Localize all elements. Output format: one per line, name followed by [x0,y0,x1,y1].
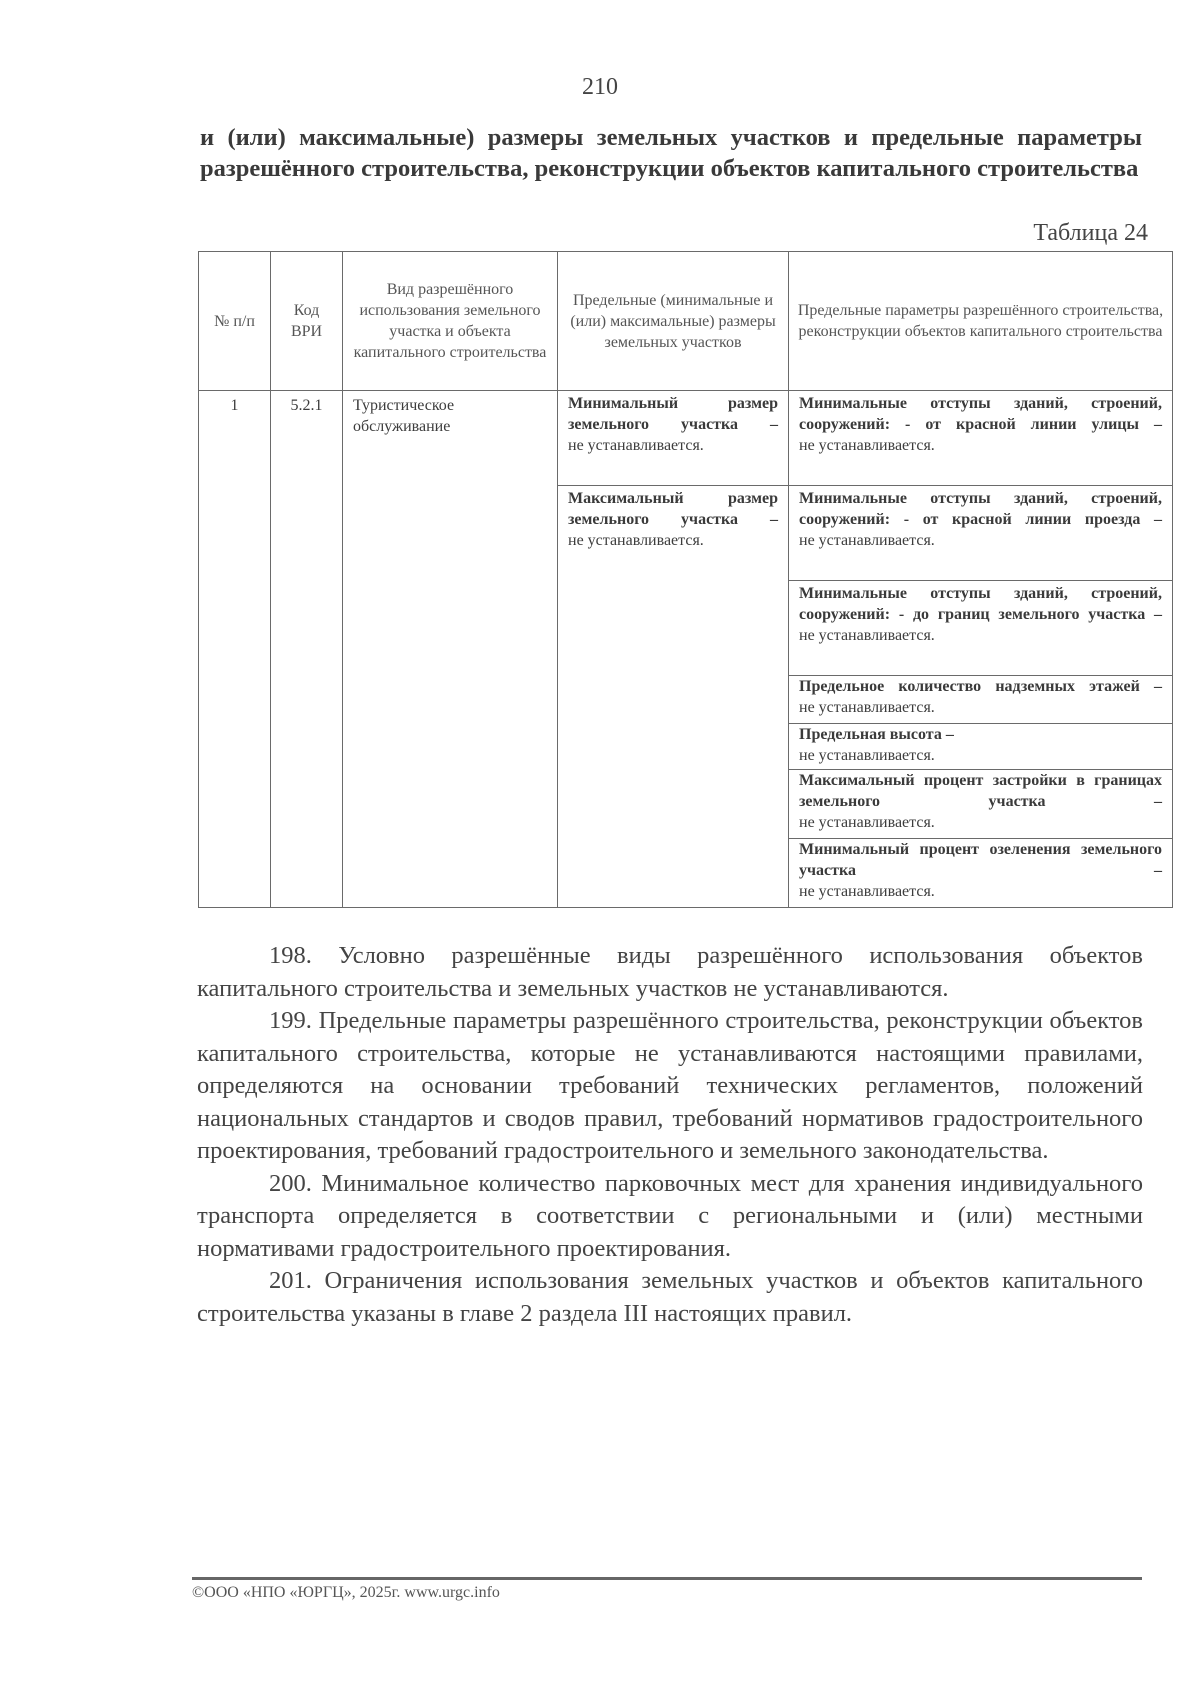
param-cell-boundary [789,581,1173,676]
row-num: 1 [199,391,271,908]
param-cell-floors [789,676,1173,724]
param-height-label: Предельная высота – [799,726,954,743]
page-number: 210 [582,74,618,100]
regulations-table [198,251,1173,908]
param-street-label: Минимальные отступы зданий, строений, сооружений: - от красной линии улицы – [799,395,1162,433]
param-floors-label [799,676,1162,697]
row-code: 5.2.1 [271,391,343,908]
header-sizes: Предельные (минимальные и (или) максимальные) размеры земельных участков [558,252,789,391]
param-cell-height [789,724,1173,770]
param-cell-passage [789,486,1173,581]
header-code: Код ВРИ [271,252,343,391]
size-max-label: Максимальный размер земельного участка – [568,490,778,528]
header-params: Предельные параметры разрешённого строительства, реконструкции объектов капитального строительства [789,252,1173,391]
param-street-value: не устанавливается. [799,437,935,454]
size-max-value: не устанавливается. [568,532,704,549]
paragraph-198: 198. Условно разрешённые виды разрешённого использования объектов капитального строительства и земельных участков не устанавливаются. [197,942,1143,1002]
section-heading: и (или) максимальные) размеры земельных участков и предельные параметры разрешённого строительства, реконструкции объектов капитального строительства [200,124,1142,182]
footer-copyright: ©ООО «НПО «ЮРГЦ», 2025г. www.urgc.info [192,1584,500,1601]
param-passage-label: Минимальные отступы зданий, строений, сооружений: - от красной линии проезда – [799,490,1162,528]
param-coverage-label: Максимальный процент застройки в границах земельного участка – [799,772,1162,810]
size-cell-min [558,391,789,486]
param-cell-street [789,391,1173,486]
footer-divider [192,1577,1142,1580]
size-cell-max [558,486,789,908]
param-height-value: не устанавливается. [799,747,935,764]
header-num: № п/п [199,252,271,391]
paragraph-201: 201. Ограничения использования земельных участков и объектов капитального строительства указаны в главе 2 раздела III настоящих правил. [197,1267,1143,1327]
table-row [199,391,1173,486]
param-coverage-value: не устанавливается. [799,814,935,831]
paragraph-200: 200. Минимальное количество парковочных мест для хранения индивидуального транспорта определяется в соответствии с региональными и (или) местными нормативами градостроительного проектирования. [197,1169,1143,1262]
size-min-value: не устанавливается. [568,437,704,454]
param-passage-value: не устанавливается. [799,532,935,549]
param-floors-bold: Предельное количество надземных этажей – [799,678,1162,695]
size-min-label: Минимальный размер земельного участка – [568,395,778,433]
table-header-row [199,252,1173,391]
param-greenery-value: не устанавливается. [799,883,935,900]
body-paragraphs [197,940,1143,1330]
param-boundary-label: Минимальные отступы зданий, строений, сооружений: - до границ земельного участка – [799,585,1162,623]
param-cell-greenery [789,839,1173,908]
param-greenery-label: Минимальный процент озеленения земельного участка – [799,841,1162,879]
param-boundary-value: не устанавливается. [799,627,935,644]
paragraph-199: 199. Предельные параметры разрешённого строительства, реконструкции объектов капитального строительства, которые не устанавливаются настоящими правилами, определяются на основании требований технических регламентов, положений национальных стандартов и сводов правил, требований нормативов градостроительного проектирования, требований градостроительного и земельного законодательства. [197,1007,1143,1164]
header-vri: Вид разрешённого использования земельного участка и объекта капитального строительства [343,252,558,391]
param-floors-value: не устанавливается. [799,699,935,716]
param-cell-coverage [789,770,1173,839]
row-vri: Туристическое обслуживание [343,391,558,908]
table-caption: Таблица 24 [1033,220,1148,246]
